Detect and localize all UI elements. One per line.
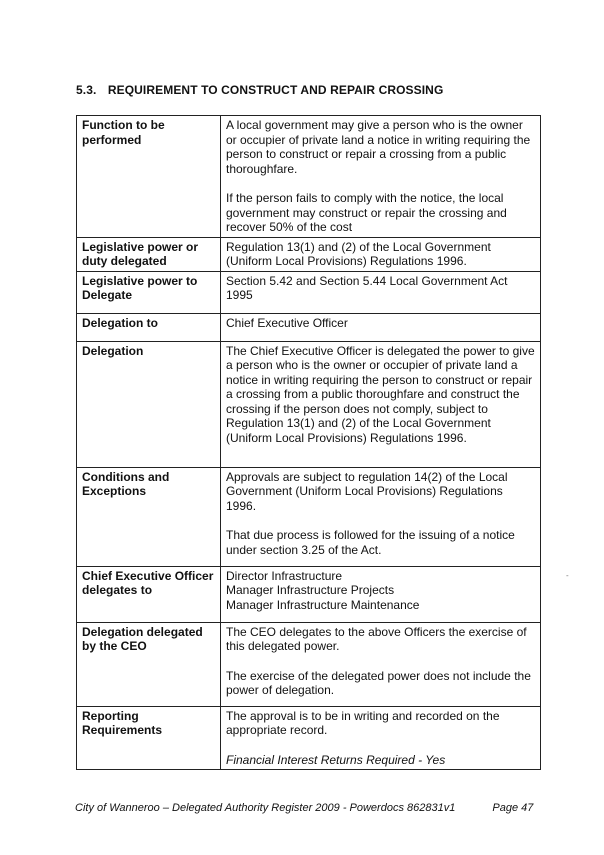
table-row — [77, 313, 541, 341]
row-paragraph: A local government may give a person who is the owner or occupier of private land a notice in writing requiring the person to construct or repair a crossing from a public thoroughfare. — [226, 118, 531, 176]
scan-mark: - — [566, 571, 569, 580]
row-lines — [226, 569, 536, 613]
row-label: Conditions and Exceptions — [77, 467, 221, 566]
row-paragraph: That due process is followed for the issuing of a notice under section 3.25 of the Act. — [226, 528, 515, 557]
table-row — [77, 566, 541, 622]
row-value — [221, 566, 541, 622]
row-label: Delegation — [77, 341, 221, 467]
delegate-officer: Manager Infrastructure Projects — [226, 583, 395, 597]
row-label: Legislative power or duty delegated — [77, 237, 221, 271]
table-row — [77, 237, 541, 271]
row-value — [221, 622, 541, 706]
row-value — [221, 116, 541, 238]
table-row — [77, 116, 541, 238]
page-number: Page 47 — [492, 802, 534, 814]
row-label: Legislative power to Delegate — [77, 271, 221, 313]
table-row — [77, 467, 541, 566]
delegate-officer: Manager Infrastructure Maintenance — [226, 597, 420, 612]
row-value — [221, 341, 541, 467]
row-paragraph: If the person fails to comply with the notice, the local government may construct or repair the crossing and recover 50% of the cost — [226, 191, 507, 234]
row-label: Delegation to — [77, 313, 221, 341]
row-paragraph: The exercise of the delegated power does not include the power of delegation. — [226, 668, 531, 697]
row-value — [221, 313, 541, 341]
row-paragraph: Regulation 13(1) and (2) of the Local Government (Uniform Local Provisions) Regulations 1996. — [226, 239, 491, 268]
row-label: Chief Executive Officer delegates to — [77, 566, 221, 622]
page-footer — [75, 802, 533, 814]
footer-text: City of Wanneroo – Delegated Authority Register 2009 - Powerdocs 862831v1 — [75, 802, 456, 814]
row-paragraph: The approval is to be in writing and recorded on the appropriate record. — [226, 708, 500, 737]
delegate-officer: Director Infrastructure — [226, 568, 343, 583]
delegation-table — [76, 115, 541, 770]
table-row — [77, 622, 541, 706]
row-paragraph: The Chief Executive Officer is delegated the power to give a person who is the owner or occupier of private land a notice in writing requiring the person to construct or repair a crossing from a public thoroughfare and construct the crossing if the person does not comply, subject to Regulation 13(1) and (2) of the Local Government (Uniform Local Provisions) Regulations 1996. — [226, 343, 535, 445]
row-label: Reporting Requirements — [77, 706, 221, 770]
table-row — [77, 341, 541, 467]
row-value — [221, 467, 541, 566]
row-label: Delegation delegated by the CEO — [77, 622, 221, 706]
section-number: 5.3. — [76, 83, 97, 97]
row-value — [221, 271, 541, 313]
row-paragraph: Approvals are subject to regulation 14(2) of the Local Government (Uniform Local Provisions) Regulations 1996. — [226, 469, 508, 513]
row-paragraph: Financial Interest Returns Required - Yes — [226, 752, 446, 767]
row-paragraph: The CEO delegates to the above Officers the exercise of this delegated power. — [226, 624, 527, 653]
row-value — [221, 706, 541, 770]
row-paragraph: Section 5.42 and Section 5.44 Local Government Act 1995 — [226, 273, 508, 302]
table-row — [77, 706, 541, 770]
section-heading — [76, 83, 443, 97]
row-paragraph: Chief Executive Officer — [226, 315, 348, 330]
row-value — [221, 237, 541, 271]
table-row — [77, 271, 541, 313]
row-label: Function to be performed — [77, 116, 221, 238]
section-title: REQUIREMENT TO CONSTRUCT AND REPAIR CROSSING — [107, 83, 444, 97]
